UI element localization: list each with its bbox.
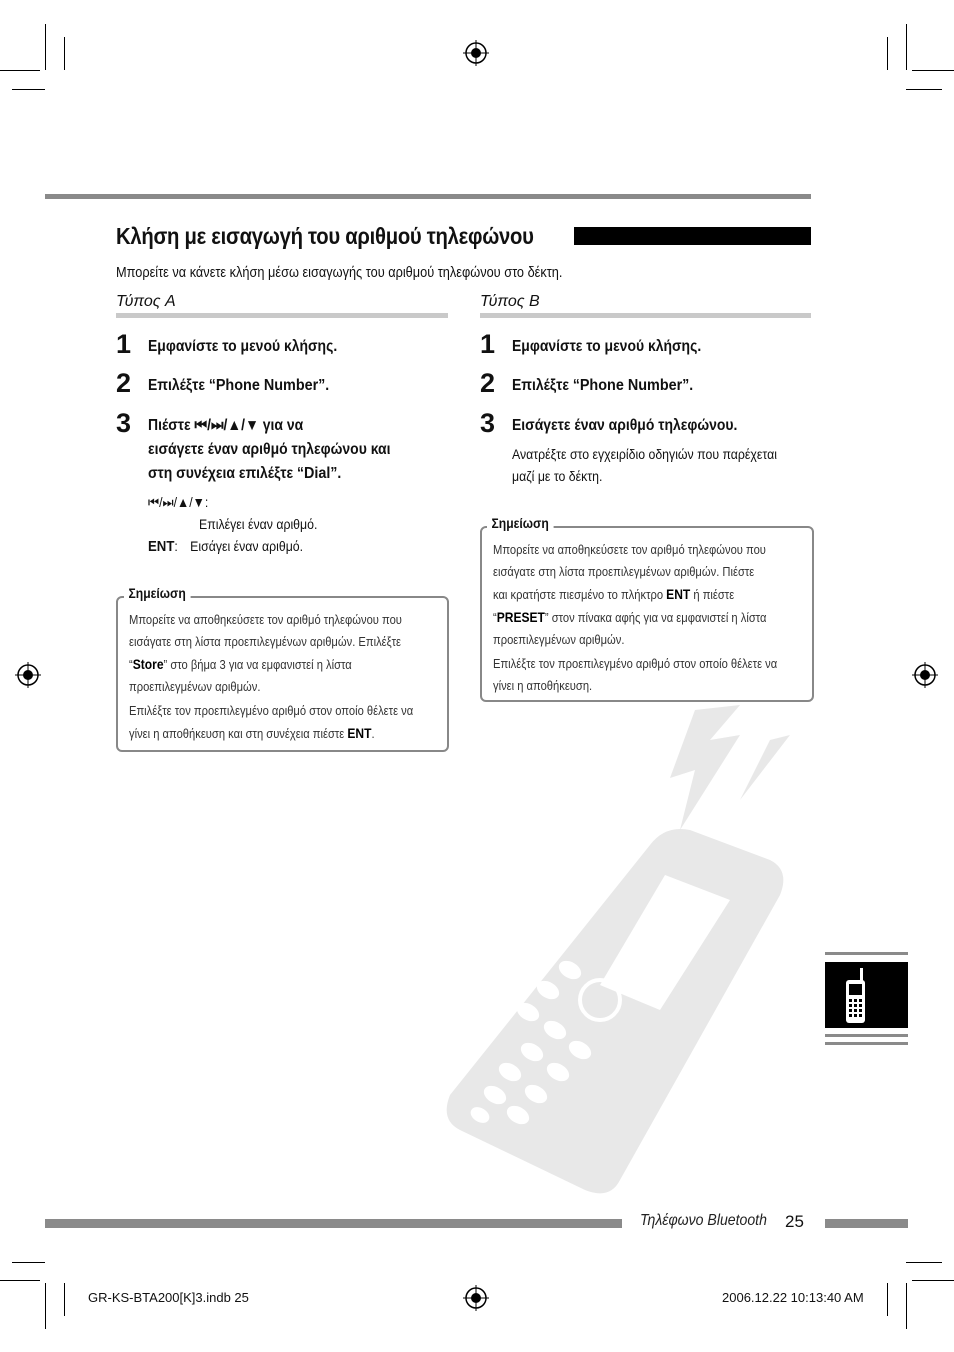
type-a-step-2 <box>116 368 349 399</box>
step-number: 3 <box>480 408 496 438</box>
type-a-column <box>116 293 448 318</box>
note-line: γίνει η αποθήκευση. <box>493 678 593 693</box>
desc-line: μαζί με το δέκτη. <box>512 468 603 484</box>
section-tab <box>825 962 908 1028</box>
step-text-post: ”. <box>682 377 694 394</box>
step-number: 3 <box>116 408 132 438</box>
tab-line-bottom-2 <box>825 1042 908 1045</box>
step-text <box>148 374 329 399</box>
step-text-post: ”. <box>318 377 330 394</box>
note-line: εισάγατε στη λίστα προεπιλεγμένων αριθμών. Πιέστε <box>493 564 755 579</box>
tab-line-bottom-1 <box>825 1034 908 1037</box>
note-line: προεπιλεγμένων αριθμών. <box>129 679 261 694</box>
note-line-post: ” στο βήμα 3 για να εμφανιστεί η λίστα <box>163 657 352 672</box>
ent-key: ENT <box>347 725 372 741</box>
legend-ent-desc: Εισάγει έναν αριθμό. <box>190 538 304 554</box>
footer-rule-left <box>45 1219 622 1228</box>
store-key: Store <box>132 656 164 672</box>
registration-mark-top-icon <box>463 40 489 66</box>
note-line-post: ” στον πίνακα αφής για να εμφανιστεί η λίστα <box>544 610 767 625</box>
type-b-step-2 <box>480 368 713 399</box>
title-bar <box>574 227 811 245</box>
type-b-note-label: Σημείωση <box>487 516 553 531</box>
type-a-heading: Τύπος A <box>116 293 176 310</box>
registration-mark-bottom-icon <box>463 1285 489 1311</box>
legend-skip-keys-icon: ⏮/⏭/▲/▼: <box>148 494 209 510</box>
type-a-rule <box>116 313 448 318</box>
type-b-step-3 <box>480 408 762 439</box>
step-text: Εμφανίστε το μενού κλήσης. <box>512 338 702 355</box>
type-a-note-text <box>129 609 413 745</box>
note-line-pre: “ <box>493 610 497 625</box>
print-date-info: 2006.12.22 10:13:40 AM <box>722 1290 864 1305</box>
step-text-pre: Επιλέξτε “ <box>512 377 580 394</box>
phone-number-key: Phone Number <box>579 377 683 394</box>
phone-watermark-icon <box>440 700 800 1200</box>
ent-key: ENT <box>666 586 691 602</box>
note-line: προεπιλεγμένων αριθμών. <box>493 632 625 647</box>
note-line: Επιλέξτε τον προεπιλεγμένο αριθμό στον οποίο θέλετε να <box>129 703 414 718</box>
step-number: 2 <box>480 368 496 398</box>
note-line-pre: “ <box>129 657 133 672</box>
desc-line: Ανατρέξτε στο εγχειρίδιο οδηγιών που παρέχεται <box>512 446 777 462</box>
phone-number-key: Phone Number <box>215 377 319 394</box>
note-line: Μπορείτε να αποθηκεύσετε τον αριθμό τηλεφώνου που <box>129 612 402 627</box>
type-b-heading: Τύπος B <box>480 293 540 310</box>
note-line: Επιλέξτε τον προεπιλεγμένο αριθμό στον οποίο θέλετε να <box>493 656 778 671</box>
page-number: 25 <box>785 1212 804 1231</box>
skip-keys-icon: ⏮/⏭/▲/▼ <box>194 417 259 434</box>
print-file-info: GR-KS-BTA200[K]3.indb 25 <box>88 1290 249 1305</box>
note-line: Μπορείτε να αποθηκεύσετε τον αριθμό τηλεφώνου που <box>493 542 766 557</box>
type-a-step-3 <box>116 408 417 486</box>
type-b-note-text <box>493 539 777 697</box>
type-b-column <box>480 293 811 318</box>
note-line-post: ή πιέστε <box>690 587 735 602</box>
legend-ent-sep: : <box>174 538 178 554</box>
step-3-line2: εισάγετε έναν αριθμό τηλεφώνου και <box>148 441 391 458</box>
dial-key: Dial <box>304 465 331 482</box>
step-text: Εισάγετε έναν αριθμό τηλεφώνου. <box>512 417 738 434</box>
step-text <box>512 374 693 399</box>
page-title: Κλήση με εισαγωγή του αριθμού τηλεφώνου <box>116 222 534 249</box>
footer-rule-right <box>825 1219 908 1228</box>
intro-text: Μπορείτε να κάνετε κλήση μέσω εισαγωγής του αριθμού τηλεφώνου στο δέκτη. <box>116 265 563 281</box>
legend-skip-desc: Επιλέγει έναν αριθμό. <box>199 516 318 532</box>
step-text: Εμφανίστε το μενού κλήσης. <box>148 338 338 355</box>
tab-line-top <box>825 952 908 955</box>
mobile-phone-icon <box>825 962 908 1028</box>
registration-mark-right-icon <box>912 662 938 688</box>
type-b-step-1 <box>480 329 722 360</box>
note-line-pre: γίνει η αποθήκευση και στη συνέχεια πιέστε <box>129 726 348 741</box>
registration-mark-left-icon <box>15 662 41 688</box>
note-line-pre: και κρατήστε πιεσμένο το πλήκτρο <box>493 587 667 602</box>
note-line: εισάγατε στη λίστα προεπιλεγμένων αριθμών. Επιλέξτε <box>129 634 402 649</box>
footer-section-label: Τηλέφωνο Bluetooth <box>640 1212 767 1229</box>
step-3-line3-pre: στη συνέχεια επιλέξτε “ <box>148 465 305 482</box>
legend-ent-key: ENT <box>148 538 175 555</box>
step-text-pre: Επιλέξτε “ <box>148 377 216 394</box>
step-3-line1-pre: Πιέστε <box>148 417 195 434</box>
step-number: 1 <box>116 329 132 359</box>
type-b-step-3-desc <box>512 443 777 487</box>
step-3-line3-post: ”. <box>330 465 342 482</box>
type-a-note-label: Σημείωση <box>124 586 190 601</box>
type-a-step-1 <box>116 329 358 360</box>
preset-key: PRESET <box>496 609 545 625</box>
type-b-rule <box>480 313 811 318</box>
top-rule <box>45 194 811 199</box>
step-text <box>148 414 390 486</box>
step-number: 1 <box>480 329 496 359</box>
step-number: 2 <box>116 368 132 398</box>
step-3-line1-post: για να <box>258 417 304 434</box>
note-line-post: . <box>371 726 375 741</box>
type-a-legend <box>148 491 317 558</box>
